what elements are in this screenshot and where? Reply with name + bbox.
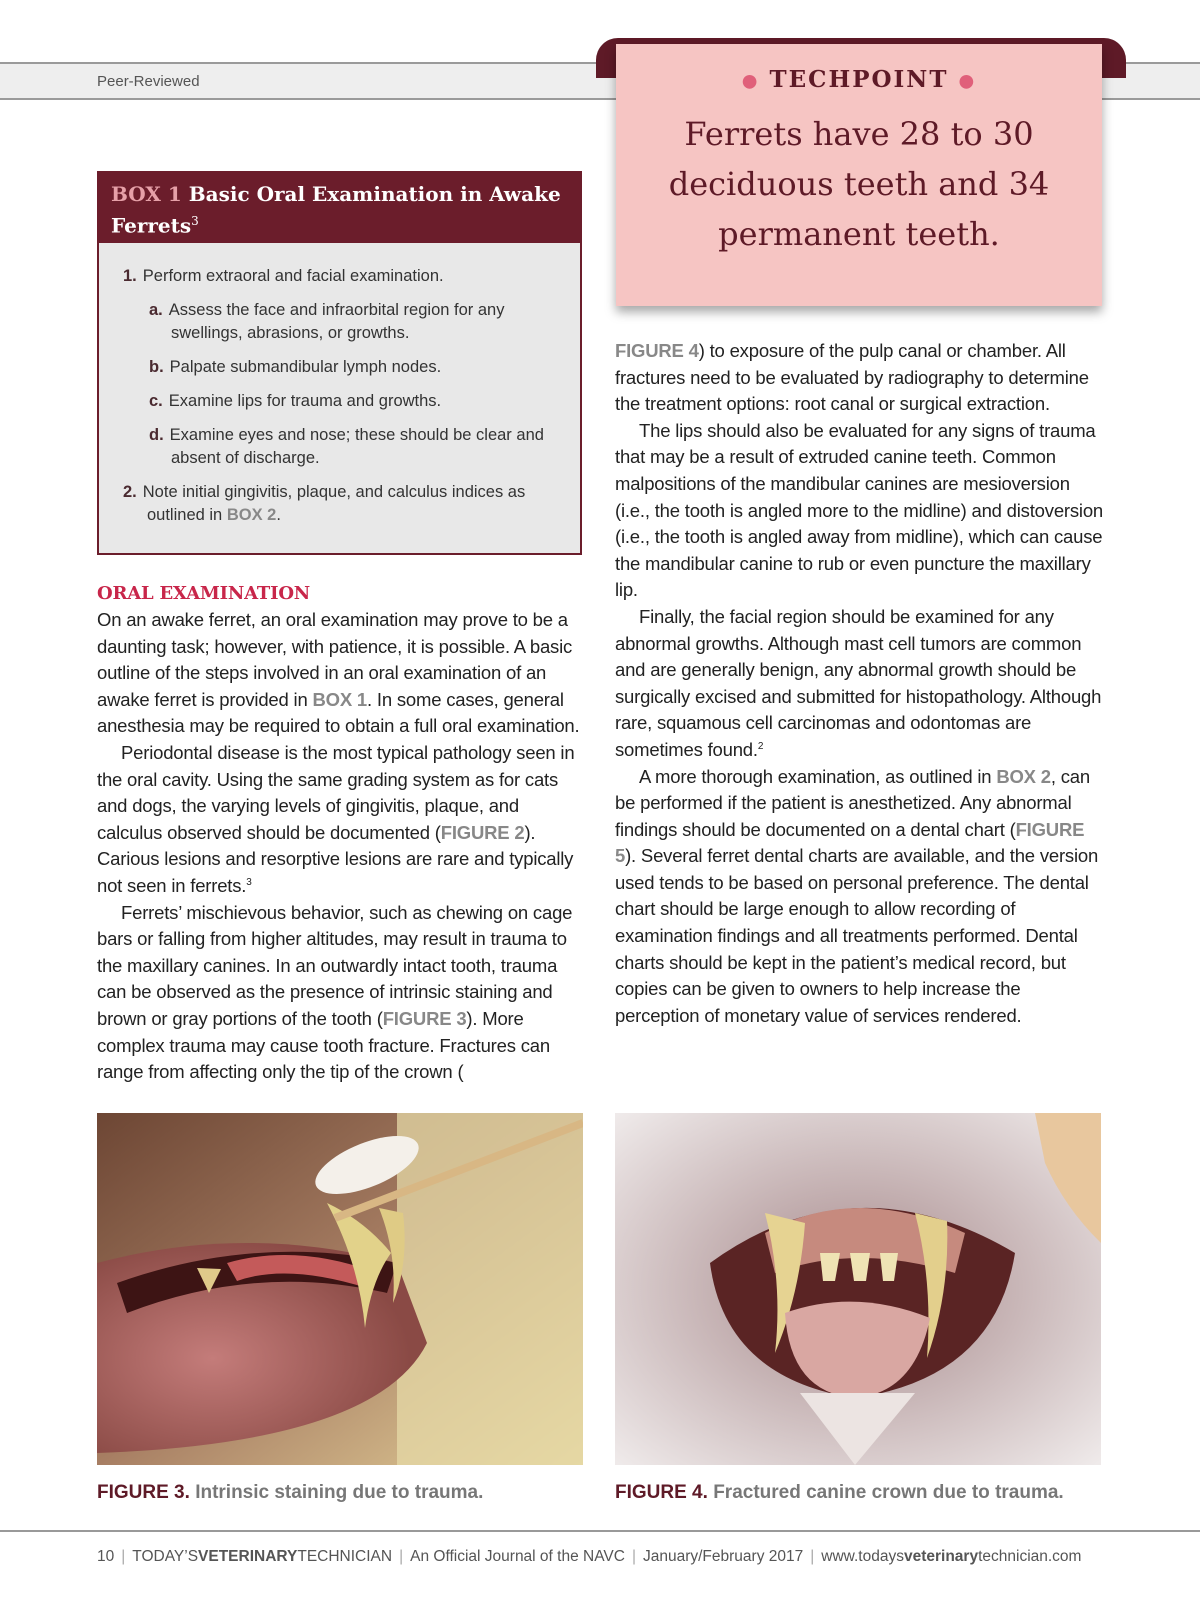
figure-3-caption bbox=[97, 1482, 483, 1504]
figure-reference: FIGURE 5 bbox=[615, 818, 1085, 867]
box-reference: BOX 1 bbox=[312, 688, 368, 710]
paragraph: On an awake ferret, an oral examination may prove to be a daunting task; however, with patience, it is possible. A basic outline of the steps involved in an oral examination of an awake ferret is provided in BOX 1. In some cases, general anesthesia may be required to obtain a full oral examination. bbox=[97, 609, 580, 737]
journal-line: An Official Journal of the NAVC bbox=[410, 1548, 625, 1565]
box-title bbox=[111, 181, 568, 240]
figure-label: FIGURE 4. bbox=[615, 1482, 708, 1503]
techpoint-heading bbox=[616, 66, 1102, 93]
paragraph: The lips should also be evaluated for any signs of trauma that may be a result of extruded canine teeth. Common malpositions of the mandibular canines are mesioversion (i.e., the tooth is angled more to the midline) and distoversion (i.e., the tooth is angled away from midline), which can cause the mandibular canine to rub or even puncture the maxillary lip. bbox=[615, 419, 1104, 601]
figure-reference: FIGURE 4 bbox=[615, 340, 699, 361]
figure-reference: FIGURE 2 bbox=[440, 821, 525, 843]
box-reference: BOX 2 bbox=[996, 765, 1051, 787]
publication-name: TODAY’SVETERINARYTECHNICIAN bbox=[132, 1548, 393, 1565]
page-number: 10 bbox=[97, 1548, 115, 1565]
figure-label: FIGURE 3. bbox=[97, 1482, 190, 1503]
list-item: c. Examine lips for trauma and growths. bbox=[149, 392, 442, 410]
bullet-dot-icon: ● bbox=[958, 70, 977, 92]
paragraph-continued: FIGURE 4) to exposure of the pulp canal or chamber. All fractures need to be evaluated by radiography to determine the treatment options: root canal or surgical extraction. bbox=[615, 340, 1089, 415]
box-reference: BOX 2 bbox=[226, 506, 277, 524]
box-1 bbox=[97, 171, 582, 555]
article-column-left bbox=[97, 582, 587, 1086]
figure-3-photo bbox=[97, 1113, 583, 1465]
bullet-dot-icon: ● bbox=[741, 70, 760, 92]
page-footer: 10 | TODAY’SVETERINARYTECHNICIAN | An Official Journal of the NAVC | January/February 2017 | www.todaysveterinarytechnician.com bbox=[97, 1548, 1082, 1565]
figure-reference: FIGURE 3 bbox=[382, 1007, 467, 1029]
list-item: 1. Perform extraoral and facial examination. bbox=[123, 267, 444, 285]
section-heading: ORAL EXAMINATION bbox=[97, 583, 311, 604]
box-title-citation: 3 bbox=[191, 214, 199, 228]
list-item: d. Examine eyes and nose; these should be clear and absent of discharge. bbox=[149, 426, 544, 467]
figure-caption-text: Intrinsic staining due to trauma. bbox=[195, 1482, 484, 1503]
techpoint-text: Ferrets have 28 to 30 deciduous teeth and 34 permanent teeth. bbox=[668, 115, 1050, 253]
figure-4-photo bbox=[615, 1113, 1101, 1465]
box-title-text: Basic Oral Examination in Awake Ferrets bbox=[111, 182, 561, 238]
paragraph: A more thorough examination, as outlined in BOX 2, can be performed if the patient is anesthetized. Any abnormal findings should be documented on a dental chart (FIGURE 5). Several ferret dental charts are available, and the version used tends to be based on personal preference. The dental chart should be large enough to allow recording of examination findings and all treatments performed. Dental charts should be kept in the patient’s medical record, but copies can be given to owners to help increase the perception of monetary value of services rendered. bbox=[615, 765, 1099, 1026]
box-number: BOX 1 bbox=[111, 182, 182, 206]
paragraph: Ferrets’ mischievous behavior, such as chewing on cage bars or falling from higher altitudes, may result in trauma to the maxillary canines. In an outwardly intact tooth, trauma can be observed as the presence of intrinsic staining and brown or gray portions of the tooth (FIGURE 3). More complex trauma may cause tooth fracture. Fractures can range from affecting only the tip of the crown ( bbox=[97, 901, 573, 1083]
list-item: b. Palpate submandibular lymph nodes. bbox=[149, 358, 442, 376]
techpoint-callout bbox=[616, 44, 1102, 306]
website-link[interactable]: www.todaysveterinarytechnician.com bbox=[821, 1548, 1082, 1565]
figure-caption-text: Fractured canine crown due to trauma. bbox=[713, 1482, 1064, 1503]
paragraph: Periodontal disease is the most typical pathology seen in the oral cavity. Using the same grading system as for cats and dogs, the varying levels of gingivitis, plaque, and calculus observed should be documented (FIGURE 2). Carious lesions and resorptive lesions are rare and typically not seen in ferrets.$^3$ bbox=[97, 741, 575, 896]
list-item: a. Assess the face and infraorbital region for any swellings, abrasions, or growths. bbox=[149, 301, 505, 342]
box-header bbox=[99, 173, 580, 243]
article-column-right bbox=[615, 338, 1105, 1029]
section-label: Peer-Reviewed bbox=[97, 73, 200, 90]
list-item: 2. Note initial gingivitis, plaque, and calculus indices as outlined in BOX 2. bbox=[123, 483, 526, 524]
techpoint-label: TECHPOINT bbox=[769, 66, 949, 93]
paragraph: Finally, the facial region should be examined for any abnormal growths. Although mast cell tumors are common and are generally benign, any abnormal growth should be surgically excised and submitted for histopathology. Although rare, squamous cell carcinomas and odontomas are sometimes found.$^2$ bbox=[615, 605, 1102, 760]
box-list bbox=[99, 243, 580, 527]
issue-date: January/February 2017 bbox=[642, 1548, 804, 1565]
figure-4-caption bbox=[615, 1482, 1064, 1504]
footer-rule bbox=[0, 1530, 1200, 1532]
